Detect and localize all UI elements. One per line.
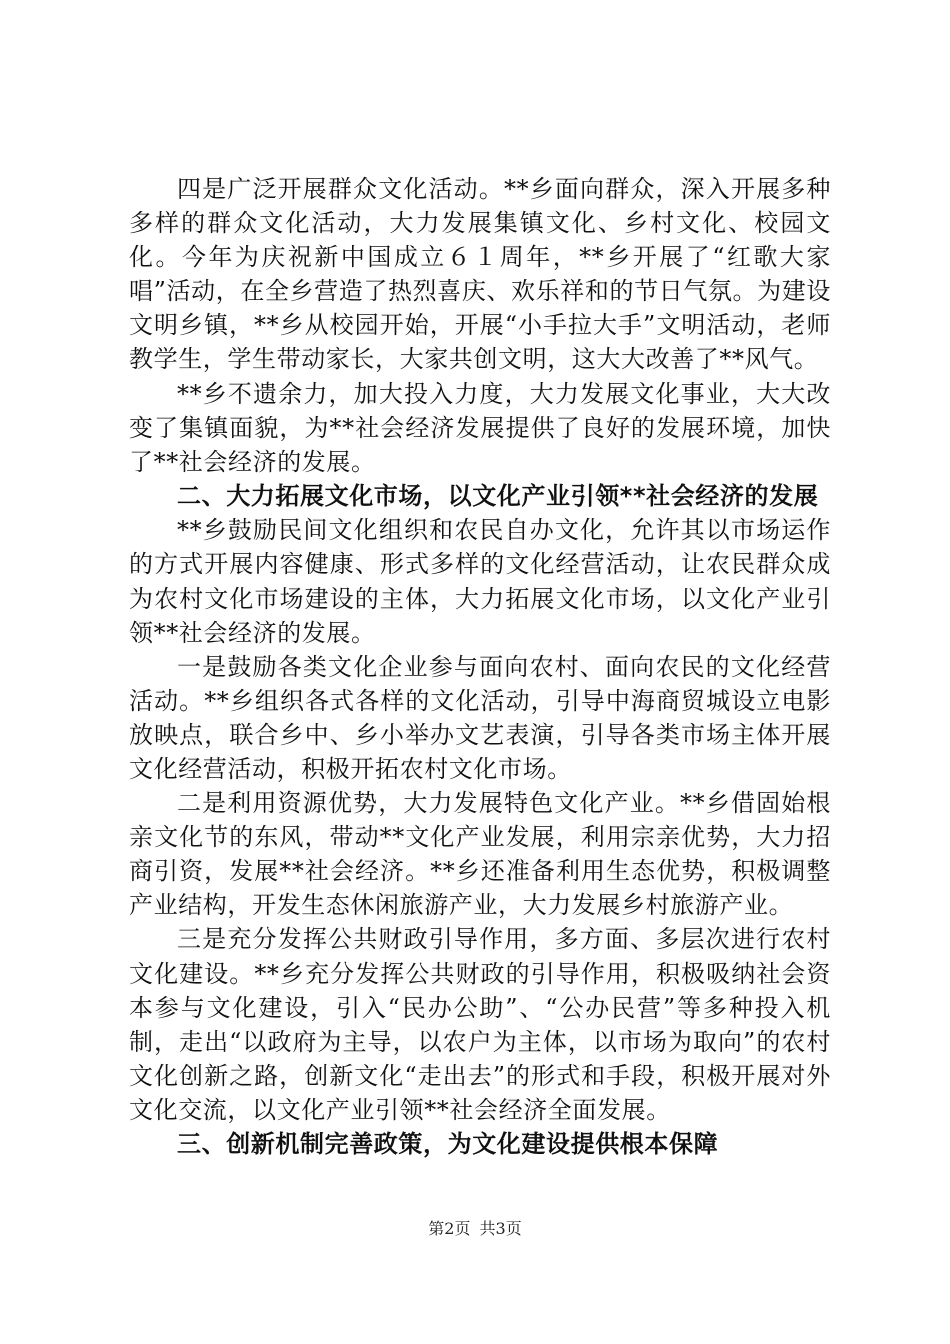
paragraph-investment: **乡不遗余力，加大投入力度，大力发展文化事业，大大改变了集镇面貌，为**社会经济发展提供了良好的发展环境，加快了**社会经济的发展。: [129, 379, 831, 476]
page-footer: [0, 1216, 950, 1239]
paragraph-point-three: 三是充分发挥公共财政引导作用，多方面、多层次进行农村文化建设。**乡充分发挥公共财政的引导作用，积极吸纳社会资本参与文化建设，引入“民办公助”、“公办民营”等多种投入机制，走出“以政府为主导，以农户为主体，以市场为取向”的农村文化创新之路，创新文化“走出去”的形式和手段，积极开展对外文化交流，以文化产业引领**社会经济全面发展。: [129, 925, 831, 1124]
section-heading-three: 三、创新机制完善政策，为文化建设提供根本保障: [177, 1130, 719, 1159]
paragraph-point-two: 二是利用资源优势，大力发展特色文化产业。**乡借固始根亲文化节的东风，带动**文化产业发展，利用宗亲优势，大力招商引资，发展**社会经济。**乡还准备利用生态优势，积极调整产业结构，开发生态休闲旅游产业，大力发展乡村旅游产业。: [129, 789, 831, 920]
section-heading-two: 二、大力拓展文化市场，以文化产业引领**社会经济的发展: [177, 481, 819, 510]
page-number: 第2页: [428, 1219, 471, 1238]
page-total: 共3页: [479, 1219, 522, 1238]
paragraph-culture-activities: 四是广泛开展群众文化活动。**乡面向群众，深入开展多种多样的群众文化活动，大力发展集镇文化、乡村文化、校园文化。今年为庆祝新中国成立６１周年，**乡开展了“红歌大家唱”活动，在全乡营造了热烈喜庆、欢乐祥和的节日气氛。为建设文明乡镇，**乡从校园开始，开展“小手拉大手”文明活动，老师教学生，学生带动家长，大家共创文明，这大大改善了**风气。: [129, 175, 831, 374]
paragraph-folk-culture: **乡鼓励民间文化组织和农民自办文化，允许其以市场运作的方式开展内容健康、形式多样的文化经营活动，让农民群众成为农村文化市场建设的主体，大力拓展文化市场，以文化产业引领**社会经济的发展。: [129, 516, 831, 647]
paragraph-point-one: 一是鼓励各类文化企业参与面向农村、面向农民的文化经营活动。**乡组织各式各样的文化活动，引导中海商贸城设立电影放映点，联合乡中、乡小举办文艺表演，引导各类市场主体开展文化经营活动，积极开拓农村文化市场。: [129, 652, 831, 783]
document-body: [129, 172, 831, 1162]
